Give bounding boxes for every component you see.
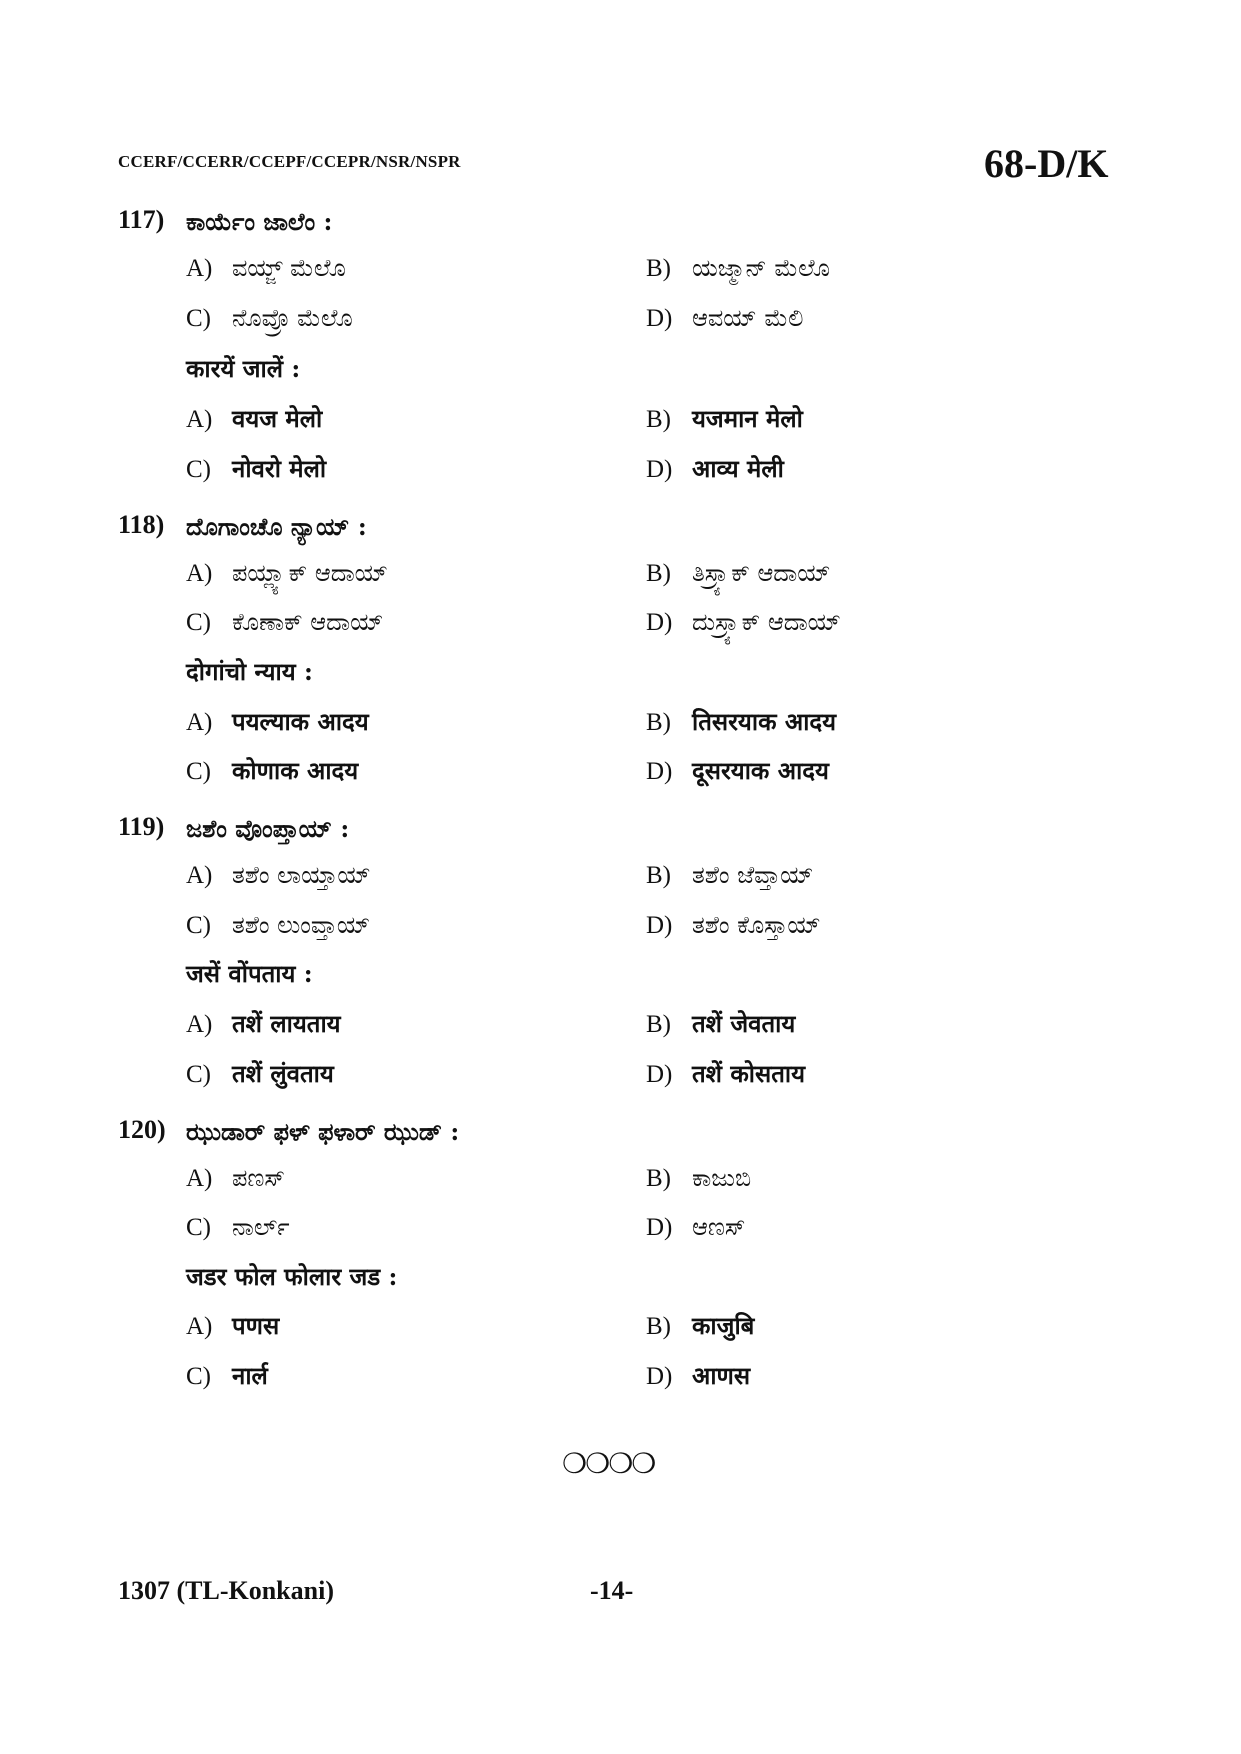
option-letter: B) — [646, 709, 671, 736]
option-letter: C) — [186, 1061, 211, 1088]
option-text: नोवरो मेलो — [232, 454, 327, 483]
option-text: तशें लायताय — [232, 1009, 341, 1038]
option-letter: B) — [646, 406, 671, 433]
option-text: दूसरयाक आदय — [692, 756, 829, 785]
option-text: ತಶೆಂ ಕೊಸ್ತಾಯ್ — [692, 911, 821, 939]
option-letter: C) — [186, 1363, 211, 1390]
option-letter: C) — [186, 609, 211, 636]
option-letter: C) — [186, 1214, 211, 1241]
option-text: ತಶೆಂ ಜೆವ್ತಾಯ್ — [692, 861, 814, 889]
option-b-kannada — [646, 1163, 751, 1193]
option-a-kannada — [186, 558, 388, 588]
end-mark: ❍❍❍❍ — [562, 1447, 655, 1480]
option-a-devanagari — [186, 705, 369, 738]
option-text: तिसरयाक आदय — [692, 707, 837, 736]
option-letter: C) — [186, 912, 211, 939]
option-d-kannada — [646, 303, 803, 333]
option-d-devanagari — [646, 1359, 750, 1392]
option-letter: B) — [646, 560, 671, 587]
option-letter: B) — [646, 862, 671, 889]
option-letter: C) — [186, 305, 211, 332]
question-text-devanagari: जसें वोंपताय : — [186, 959, 313, 988]
option-letter: A) — [186, 862, 213, 889]
question-text-kannada: ದೊಗಾಂಚೊ ನ್ಯಾಯ್ : — [186, 512, 367, 541]
option-letter: D) — [646, 1363, 673, 1390]
option-text: तशें लुंवताय — [232, 1059, 334, 1088]
option-b-kannada — [646, 558, 831, 588]
option-text: ಕಾಜುಬಿ — [692, 1164, 752, 1192]
option-letter: C) — [186, 758, 211, 785]
option-c-kannada — [186, 607, 384, 637]
option-letter: D) — [646, 758, 673, 785]
option-text: आव्य मेली — [692, 454, 784, 483]
option-text: ನೊವ್ರೊ ಮೆಲೊ — [232, 304, 353, 332]
question-text-kannada: ಜಶೆಂ ವೊಂಪ್ತಾಯ್ : — [186, 814, 350, 843]
question-text-devanagari: दोगांचो न्याय : — [186, 657, 313, 686]
option-text: पणस — [232, 1311, 280, 1340]
option-a-devanagari — [186, 402, 322, 435]
option-text: आणस — [692, 1361, 751, 1390]
option-a-kannada — [186, 860, 371, 890]
option-c-kannada — [186, 1212, 290, 1242]
question-text-kannada: ಕಾರ್ಯೆಂ ಜಾಲೆಂ : — [186, 207, 333, 236]
option-d-devanagari — [646, 1057, 805, 1090]
option-b-devanagari — [646, 1007, 795, 1040]
option-letter: A) — [186, 1313, 213, 1340]
option-letter: D) — [646, 456, 673, 483]
option-b-kannada — [646, 860, 814, 890]
question-text-devanagari: जडर फोल फोलार जड : — [186, 1262, 398, 1291]
option-text: ನಾರ್ಲ್ — [232, 1213, 290, 1241]
option-d-kannada — [646, 910, 821, 940]
option-letter: B) — [646, 1165, 671, 1192]
option-c-devanagari — [186, 452, 326, 485]
option-text: ಪಯ್ಲ್ಯಾಕ್ ಆದಾಯ್ — [232, 559, 389, 587]
option-letter: A) — [186, 709, 213, 736]
option-text: कोणाक आदय — [232, 756, 359, 785]
option-letter: B) — [646, 1313, 671, 1340]
option-d-kannada — [646, 607, 841, 637]
question-number: 119) — [118, 812, 165, 841]
option-text: वयज मेलो — [232, 404, 323, 433]
option-text: नार्ल — [232, 1361, 268, 1390]
option-text: ತಶೆಂ ಲಾಯ್ತಾಯ್ — [232, 861, 371, 889]
option-b-kannada — [646, 253, 830, 283]
question-number: 117) — [118, 205, 165, 234]
header-code: CCERF/CCERR/CCEPF/CCEPR/NSR/NSPR — [118, 152, 461, 171]
question-text-kannada: ಝುಡಾರ್ ಫಳ್ ಫಳಾರ್ ಝುಡ್ : — [186, 1117, 460, 1146]
option-letter: A) — [186, 406, 213, 433]
option-text: ದುಸ್ರ್ಯಾಕ್ ಆದಾಯ್ — [692, 608, 842, 636]
option-b-devanagari — [646, 1309, 754, 1342]
option-letter: B) — [646, 255, 671, 282]
option-text: ತಶೆಂ ಲುಂವ್ತಾಯ್ — [232, 911, 371, 939]
option-text: काजुबि — [692, 1311, 755, 1340]
option-text: ಆಣಸ್ — [692, 1213, 746, 1241]
option-b-devanagari — [646, 402, 803, 435]
option-b-devanagari — [646, 705, 836, 738]
option-c-devanagari — [186, 754, 358, 787]
option-text: तशें कोसताय — [692, 1059, 806, 1088]
option-c-devanagari — [186, 1359, 268, 1392]
option-a-kannada — [186, 1163, 285, 1193]
option-letter: B) — [646, 1011, 671, 1038]
option-d-devanagari — [646, 452, 784, 485]
option-letter: D) — [646, 912, 673, 939]
option-text: ವಯ್ಜ್ ಮೆಲೊ — [232, 254, 346, 282]
option-letter: A) — [186, 255, 213, 282]
option-text: ಪಣಸ್ — [232, 1164, 285, 1192]
option-d-kannada — [646, 1212, 745, 1242]
option-text: पयल्याक आदय — [232, 707, 369, 736]
question-number: 120) — [118, 1115, 166, 1144]
option-text: ಆವಯ್ ಮೆಲಿ — [692, 304, 804, 332]
question-text-devanagari: कारयें जालें : — [186, 354, 301, 383]
option-c-kannada — [186, 910, 370, 940]
footer-paper-code: 1307 (TL-Konkani) — [118, 1576, 334, 1605]
option-letter: A) — [186, 1165, 213, 1192]
option-letter: A) — [186, 560, 213, 587]
option-letter: D) — [646, 1214, 673, 1241]
option-a-devanagari — [186, 1007, 341, 1040]
option-c-devanagari — [186, 1057, 334, 1090]
option-a-kannada — [186, 253, 346, 283]
question-number: 118) — [118, 510, 165, 539]
option-text: तशें जेवताय — [692, 1009, 796, 1038]
option-letter: D) — [646, 609, 673, 636]
option-a-devanagari — [186, 1309, 279, 1342]
option-text: ತಿಸ್ರ್ಯಾಕ್ ಆದಾಯ್ — [692, 559, 831, 587]
option-text: ಕೊಣಾಕ್ ಆದಾಯ್ — [232, 608, 384, 636]
page-number: -14- — [590, 1576, 634, 1605]
option-d-devanagari — [646, 754, 829, 787]
option-letter: A) — [186, 1011, 213, 1038]
set-code: 68-D/K — [984, 141, 1109, 186]
option-letter: C) — [186, 456, 211, 483]
option-letter: D) — [646, 1061, 673, 1088]
option-c-kannada — [186, 303, 353, 333]
option-letter: D) — [646, 305, 673, 332]
option-text: ಯಜ್ಮಾನ್ ಮೆಲೊ — [692, 254, 830, 282]
option-text: यजमान मेलो — [692, 404, 803, 433]
